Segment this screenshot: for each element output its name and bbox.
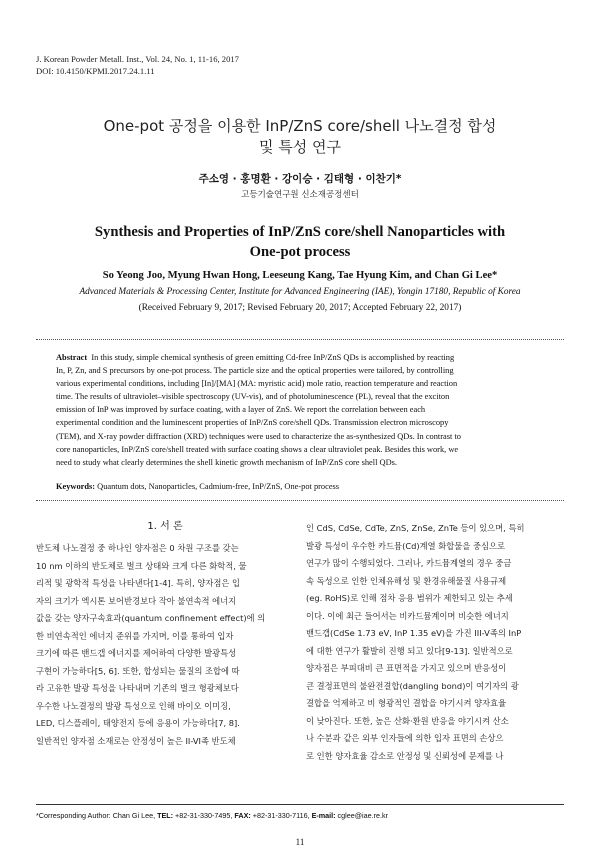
body-line: 값을 갖는 양자구속효과(quantum confinement effect)에 의 (36, 613, 266, 623)
body-line: 에 대한 연구가 활발히 진행 되고 있다[9-13]. 일반적으로 (306, 645, 513, 656)
abstract-label: Abstract (56, 353, 88, 362)
fax-label: FAX: (234, 811, 251, 820)
abstract-line: In this study, simple chemical synthesis of green emitting Cd-free InP/ZnS QDs is accomplished by reacting (91, 353, 455, 362)
body-line: 밴드갭(CdSe 1.73 eV, InP 1.35 eV)을 가진 III-V족의 InP (306, 628, 522, 638)
body-line: 일반적인 양자점 소재로는 안정성이 높은 II-VI족 반도체 (36, 735, 236, 746)
korean-authors: 주소영 · 홍명환 · 강이승 · 김태형 · 이찬기* (198, 173, 402, 185)
body-line: 결합을 억제하고 비 형광적인 결합을 야기시켜 양자효율 (306, 698, 507, 708)
abstract-line: experimental condition and the luminescent properties of InP/ZnS core/shell QDs. Transmission electron microscopy (56, 418, 449, 428)
english-authors: So Yeong Joo, Myung Hwan Hong, Leeseung Kang, Tae Hyung Kim, and Chan Gi Lee* (102, 270, 498, 281)
body-line: 큰 결정표면의 불완전결합(dangling bond)이 여기자의 광 (306, 680, 519, 691)
abstract-line: time. The results of ultraviolet–visible spectroscopy (UV-vis), and of photoluminescence (PL), reveal that the exciton (56, 392, 450, 402)
abstract-line: emission of InP was improved by surface coating, with a layer of ZnS. We report the correlation between each (56, 405, 426, 415)
korean-title (40, 116, 560, 158)
body-line: 크기에 따른 밴드갭 에너지를 제어하여 다양한 발광특성 (36, 648, 237, 658)
keywords (56, 482, 550, 491)
body-line: 이다. 이에 최근 들어서는 비카드뮴계이며 비슷한 에너지 (306, 610, 509, 621)
korean-title-line-1: One-pot 공정을 이용한 InP/ZnS core/shell 나노결정 합성 (103, 117, 497, 135)
english-title (40, 222, 560, 262)
body-line: 반도체 나노결정 중 하나인 양자점은 0 차원 구조를 갖는 (36, 543, 239, 553)
keywords-text: Quantum dots, Nanoparticles, Cadmium-free, InP/ZnS, One-pot process (97, 482, 340, 491)
tel-value: +82-31-330-7495, (173, 811, 235, 820)
abstract-top-rule (36, 339, 564, 340)
body-line: 리적 및 광학적 특성을 나타낸다[1-4]. 특히, 양자점은 입 (36, 578, 241, 588)
doi: DOI: 10.4150/KPMI.2017.24.1.11 (36, 65, 155, 76)
body-line: 이 낮아진다. 또한, 높은 산화·환원 반응을 야기시켜 산소 (306, 715, 509, 726)
body-line: 인 CdS, CdSe, CdTe, ZnS, ZnSe, ZnTe 등이 있으며, 특히 (306, 523, 525, 533)
page-number: 11 (295, 837, 305, 847)
body-line: 라 고유한 발광 특성을 나타내며 기존의 벌크 형광체보다 (36, 683, 239, 693)
english-affiliation: Advanced Materials & Processing Center, Institute for Advanced Engineering (IAE), Yongin 17180, Republic of Korea (79, 287, 521, 297)
abstract-line: various experimental conditions, including [In]/[MA] (MA: myristic acid) mole ratio, reaction temperature and reaction (56, 379, 458, 389)
fax-value: +82-31-330-7116, (250, 811, 312, 820)
body-line: 10 nm 이하의 반도체로 벌크 상태와 크게 다른 화학적, 물 (36, 560, 247, 571)
section-heading-introduction: 1. 서 론 (147, 521, 183, 532)
body-line: 발광 특성이 우수한 카드뮴(Cd)계열 화합물을 중심으로 (306, 540, 506, 551)
footnote-prefix: *Corresponding Author: Chan Gi Lee, (36, 811, 158, 820)
body-line: 연구가 많이 수행되었다. 그러나, 카드뮴계열의 경우 중금 (306, 558, 512, 568)
body-line: LED, 디스플레이, 태양전지 등에 응용이 가능하다[7, 8]. (36, 718, 240, 728)
body-line: 구현이 가능하다[5, 6]. 또한, 합성되는 물질의 조합에 따 (36, 665, 240, 676)
corresponding-author-footnote (36, 811, 388, 820)
email-label: E-mail: (311, 811, 336, 820)
abstract (56, 351, 550, 469)
korean-title-line-2: 및 특성 연구 (259, 138, 341, 156)
body-line: (eg. RoHS)로 인해 점차 응용 범위가 제한되고 있는 추세 (306, 593, 513, 603)
body-left-column (36, 540, 294, 750)
journal-citation: J. Korean Powder Metall. Inst., Vol. 24, No. 1, 11-16, 2017 (36, 54, 239, 64)
abstract-line: need to study what clearly determines the shell kinetic growth mechanism of InP/ZnS core shell QDs. (56, 457, 397, 467)
received-dates: (Received February 9, 2017; Revised February 20, 2017; Accepted February 22, 2017) (138, 303, 462, 313)
keywords-label: Keywords: (56, 482, 96, 491)
journal-header (36, 54, 239, 77)
body-line: 속 독성으로 인한 인체유해성 및 환경유해물질 사용규제 (306, 575, 507, 586)
body-line: 한 비연속적인 에너지 준위를 가지며, 이를 통하여 입자 (36, 630, 234, 641)
body-line: 로 인한 양자효율 감소로 안정성 및 신뢰성에 문제를 나 (306, 750, 504, 761)
tel-label: TEL: (157, 811, 174, 820)
body-line: 양자점은 부피대비 큰 표면적을 가지고 있으며 반응성이 (306, 663, 507, 673)
body-line: 나 수분과 같은 외부 인자들에 의한 입자 표면의 손상으 (306, 733, 504, 743)
footnote-rule (36, 804, 564, 805)
abstract-line: (TEM), and X-ray powder diffraction (XRD) techniques were used to characterize the as-synthesized QDs. In contrast to (56, 431, 461, 441)
body-line: 자의 크기가 엑시톤 보어반경보다 작아 불연속적 에너지 (36, 595, 237, 606)
english-title-line-1: Synthesis and Properties of InP/ZnS core/shell Nanoparticles with (94, 224, 506, 240)
email-value[interactable]: cglee@iae.re.kr (335, 811, 388, 820)
abstract-line: core nanoparticles, InP/ZnS core/shell treated with surface coating shows a clear ultraviolet peak. Besides this work, we (56, 444, 459, 454)
korean-affiliation: 고등기술연구원 신소재공정센터 (241, 190, 359, 200)
body-line: 우수한 나노결정의 발광 특성으로 인해 바이오 이미징, (36, 700, 231, 711)
body-right-column (306, 520, 564, 765)
abstract-bottom-rule (36, 500, 564, 501)
english-title-line-2: One-pot process (249, 244, 351, 260)
abstract-line: In, P, Zn, and S precursors by one-pot process. The particle size and the optical properties were tailored, by controlling (56, 366, 454, 376)
